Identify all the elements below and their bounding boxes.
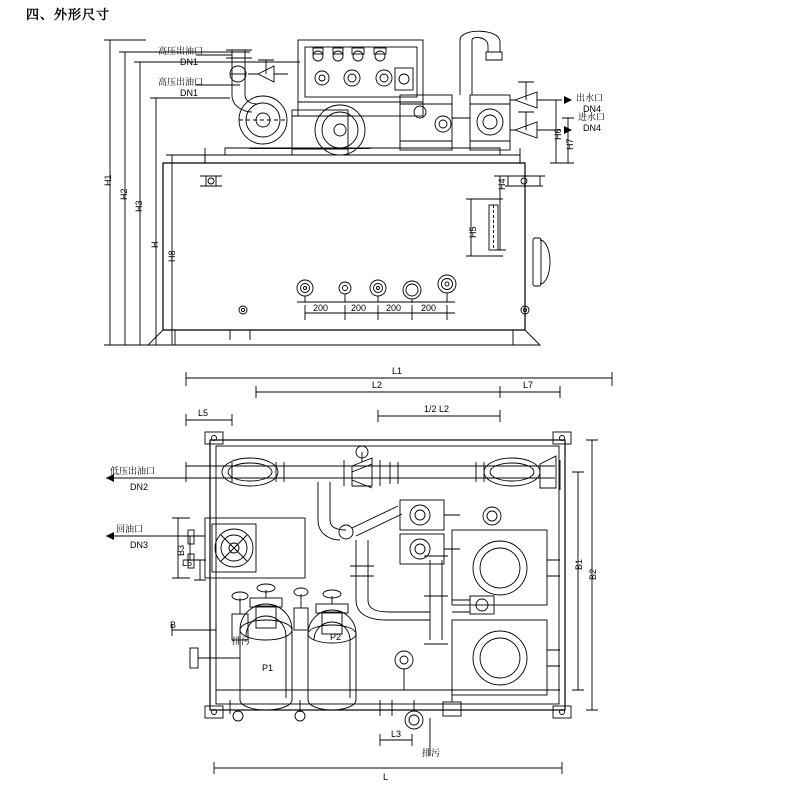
- dim-label-h6: H6: [553, 128, 563, 140]
- spacing-label-3: 200: [386, 303, 402, 313]
- port-label-water-inlet: 进水口: [578, 112, 606, 122]
- dim-label-l: L: [383, 772, 389, 782]
- port-label-high-pressure-oil-outlet-2: 高压出油口: [158, 77, 204, 87]
- dim-label-h2: H2: [119, 188, 129, 200]
- spacing-label-1: 200: [313, 303, 329, 313]
- dim-label-l5: L5: [198, 408, 209, 418]
- dim-label-h7: H7: [565, 138, 575, 150]
- port-code-dn4-a: DN4: [583, 104, 602, 114]
- dim-label-b2: B3: [176, 544, 186, 556]
- dim-label-b: B1: [574, 558, 584, 570]
- dim-label-b1: B2: [588, 568, 598, 580]
- component-tag-drain-small: 排污: [232, 636, 251, 646]
- port-code-dn4-b: DN4: [583, 123, 602, 133]
- port-label-drain: 排污: [422, 748, 441, 758]
- component-tag-p1: P1: [262, 663, 274, 673]
- port-label-high-pressure-oil-outlet-1: 高压出油口: [158, 46, 204, 56]
- port-code-dn1-b: DN1: [180, 88, 199, 98]
- dim-label-h5: H5: [468, 226, 478, 238]
- page-title: 四、外形尺寸: [26, 7, 111, 22]
- dim-label-h: H: [150, 241, 160, 248]
- port-label-water-outlet: 出水口: [576, 93, 604, 103]
- dim-label-l2: L2: [372, 380, 383, 390]
- dim-label-l6: B: [170, 620, 177, 630]
- spacing-label-2: 200: [351, 303, 367, 313]
- dim-label-h3: H3: [134, 200, 144, 212]
- dim-label-half-l2: 1/2 L2: [424, 404, 450, 414]
- dim-label-l7: L7: [523, 380, 534, 390]
- dim-label-h1: H1: [103, 174, 113, 186]
- component-tag-p2: P2: [330, 632, 342, 642]
- port-code-dn3: DN3: [130, 540, 149, 550]
- dim-label-l3: L3: [391, 729, 402, 739]
- port-label-oil-return: 回油口: [116, 524, 144, 534]
- dim-label-l4: L6: [182, 558, 193, 568]
- dim-label-h8: H8: [167, 250, 177, 262]
- port-code-dn2: DN2: [130, 482, 149, 492]
- spacing-label-4: 200: [421, 303, 437, 313]
- dim-label-l1: L1: [392, 366, 403, 376]
- port-label-low-pressure-oil-outlet: 低压出油口: [110, 466, 156, 476]
- port-code-dn1-a: DN1: [180, 57, 199, 67]
- dim-label-h4: H4: [497, 178, 507, 190]
